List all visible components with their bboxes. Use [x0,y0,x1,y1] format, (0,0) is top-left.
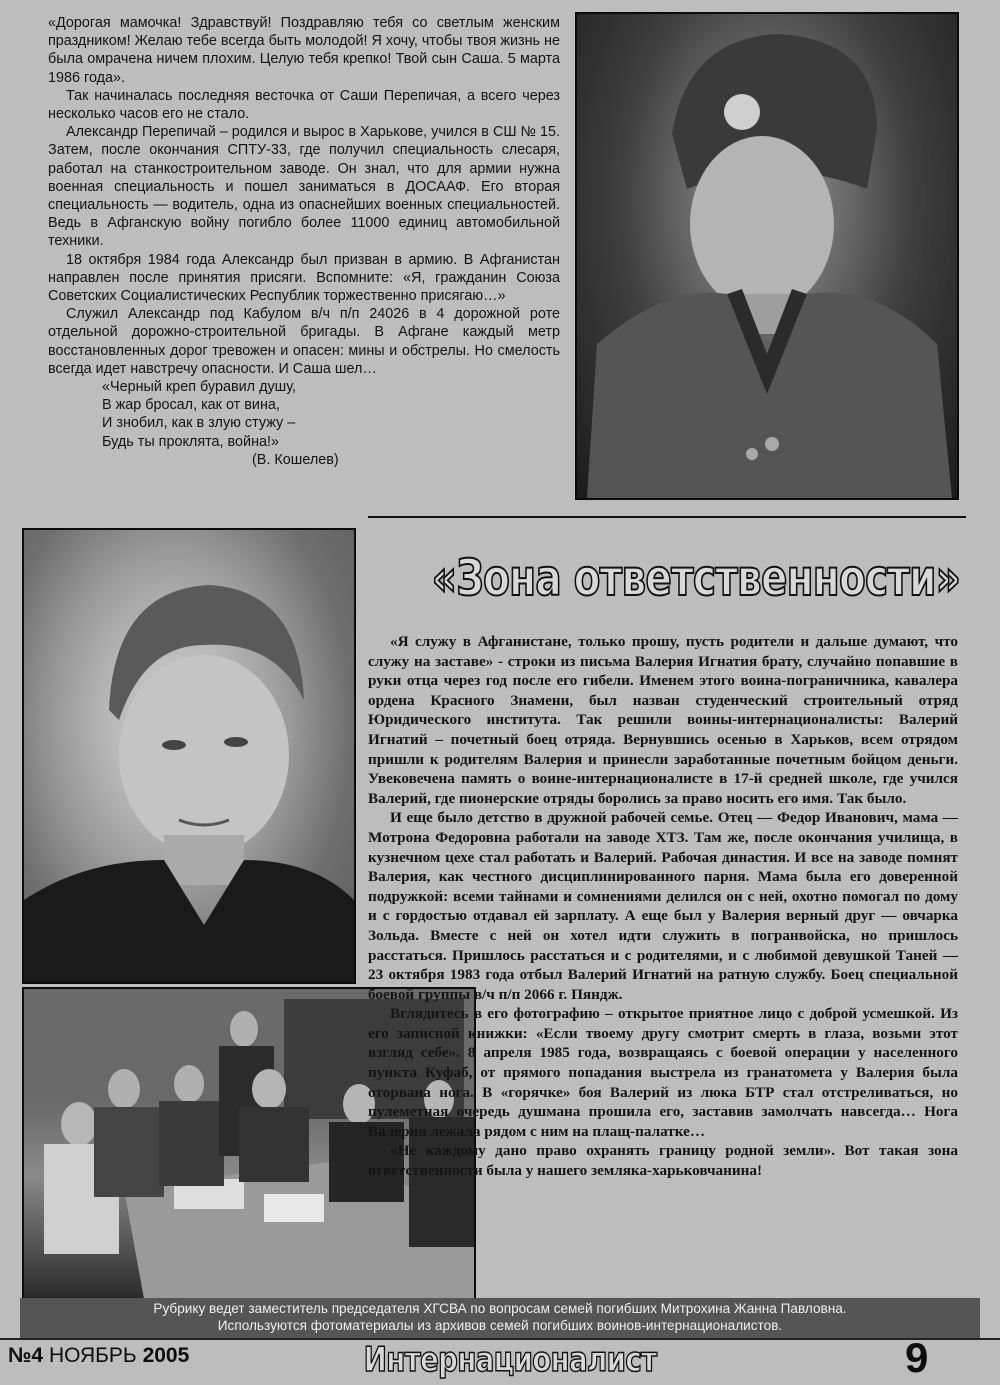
article-ignatiy [368,632,958,1181]
section-divider [368,516,966,518]
page-number: 9 [905,1334,929,1381]
soldier-portrait-photo [575,12,959,500]
paragraph: 18 октября 1984 года Александр был призван в армию. В Афганистан направлен после принятия присяги. Вспомните: «Я, гражданин Союза Советских Социалистических Республик торжественно присягаю…» [48,251,560,305]
paragraph: Так начиналась последняя весточка от Саши Перепичая, а всего через несколько часов его не стало. [48,87,560,123]
poem-author: (В. Кошелев) [252,451,339,468]
credits-line: Рубрику ведет заместитель председателя ХГСВА по вопросам семей погибших Митрохина Жанна Павловна. [153,1301,847,1316]
poem-line: «Черный креп буравил душу, [102,379,296,396]
issue-year: 2005 [142,1344,190,1367]
paragraph: «Я служу в Афганистане, только прошу, пусть родители и дальше думают, что служу на заставе» - строки из письма Валерия Игнатия брату, случайно попавшие в руки отца через год после его гибели. Именем этого воина-пограничника, кавалера ордена Красного Знамени, был назван студенческий строительный отряд Юридического института. Так решили воины-интернационалисты: Валерий Игнатий – почетный боец отряда. Вернувшись осенью в Харьков, всем отрядом пришли к родителям Валерия и принесли заработанные почетным бойцом деньги. Увековечена память о воине-интернационалисте в 17-й средней школе, где учился Валерий, где пионерские отряды боролись за право носить его имя. Так было. [368,633,958,807]
paragraph: «Дорогая мамочка! Здравствуй! Поздравляю тебя со светлым женским праздником! Желаю тебе всегда быть молодой! Я хочу, чтобы твоя жизнь не была омрачена ничем плохим. Целую тебя крепко! Твой сын Саша. 5 марта 1986 года». [48,15,560,86]
issue-info [8,1344,189,1368]
paragraph: «Не каждому дано право охранять границу родной земли». Вот такая зона ответственности была у нашего земляка-харьковчанина! [368,1142,958,1180]
poem-line: И знобил, как в злую стужу – [102,415,296,432]
magazine-title: Интернационалист [363,1340,657,1380]
article-perepichay [48,14,560,469]
poem [48,378,560,469]
issue-month: НОЯБРЬ [48,1344,137,1367]
article-headline: «Зона ответственности» [431,549,961,607]
paragraph: Александр Перепичай – родился и вырос в Харькове, учился в СШ № 15. Затем, после окончания СПТУ-33, где получил специальность слесаря, работал на станкостроительном заводе. Он знал, что для армии нужна военная специальность и пошел заниматься в ДОСААФ. Его вторая специальность — водитель, одна из опаснейших военных специальностей. Ведь в Афганскую войну погибло более 11000 единиц автомобильной техники. [48,124,560,250]
poem-line: В жар бросал, как от вина, [102,397,280,414]
issue-number: №4 [8,1344,44,1367]
paragraph: И еще было детство в дружной рабочей семье. Отец — Федор Иванович, мама —Мотрона Федоровна работали на заводе ХТЗ. Там же, после окончания училища, в кузнечном цехе стал работать и Валерий. Рабочая династия. И все на заводе помнят Валерия, как честного дисциплинированного парня. Мама была его доверенной подружкой: всеми тайнами и сомнениями делился он с ней, охотно помогал по дому и с гордостью отдавал ей зарплату. А еще был у Валерия верный друг — овчарка Зольда. Вместе с ней он хотел идти служить в погранвойска, но пришлось расстаться. Пришлось расстаться и с родителями, и с любимой девушкой Таней — 23 октября 1983 года отбыл Валерий Игнатий на ратную службу. Боец специальной боевой группы в/ч п/п 2066 г. Пяндж. [368,809,958,1003]
poem-line: Будь ты проклята, война!» [102,433,280,450]
rubric-credits [20,1298,980,1338]
credits-line: Используются фотоматериалы из архивов семей погибших воинов-интернационалистов. [217,1318,783,1333]
paragraph: Служил Александр под Кабулом в/ч п/п 24026 в 4 дорожной роте отдельной дорожно-строительной бригады. В Афгане каждый метр восстановленных дорог тревожен и опасен: мины и обстрелы. Но смелость всегда идет навстречу опасности. И Саша шел… [48,306,560,377]
soldier-portrait-photo [22,528,356,984]
paragraph: Вглядитесь в его фотографию – открытое приятное лицо с доброй усмешкой. Из его записной книжки: «Если твоему другу смотрит смерть в глаза, возьми этот взгляд себе». 8 апреля 1985 года, возвращаясь с боевой операции у населенного пункта Куфаб, от прямого попадания выстрела из гранатомета у Валерия была оторвана нога. В «горячке» боя Валерий из люка БТР стал отстреливаться, но пулеметная очередь душмана прошила его, заставив замолчать навсегда… Нога Валерия лежала рядом с ним на плащ-палатке… [368,1005,958,1140]
